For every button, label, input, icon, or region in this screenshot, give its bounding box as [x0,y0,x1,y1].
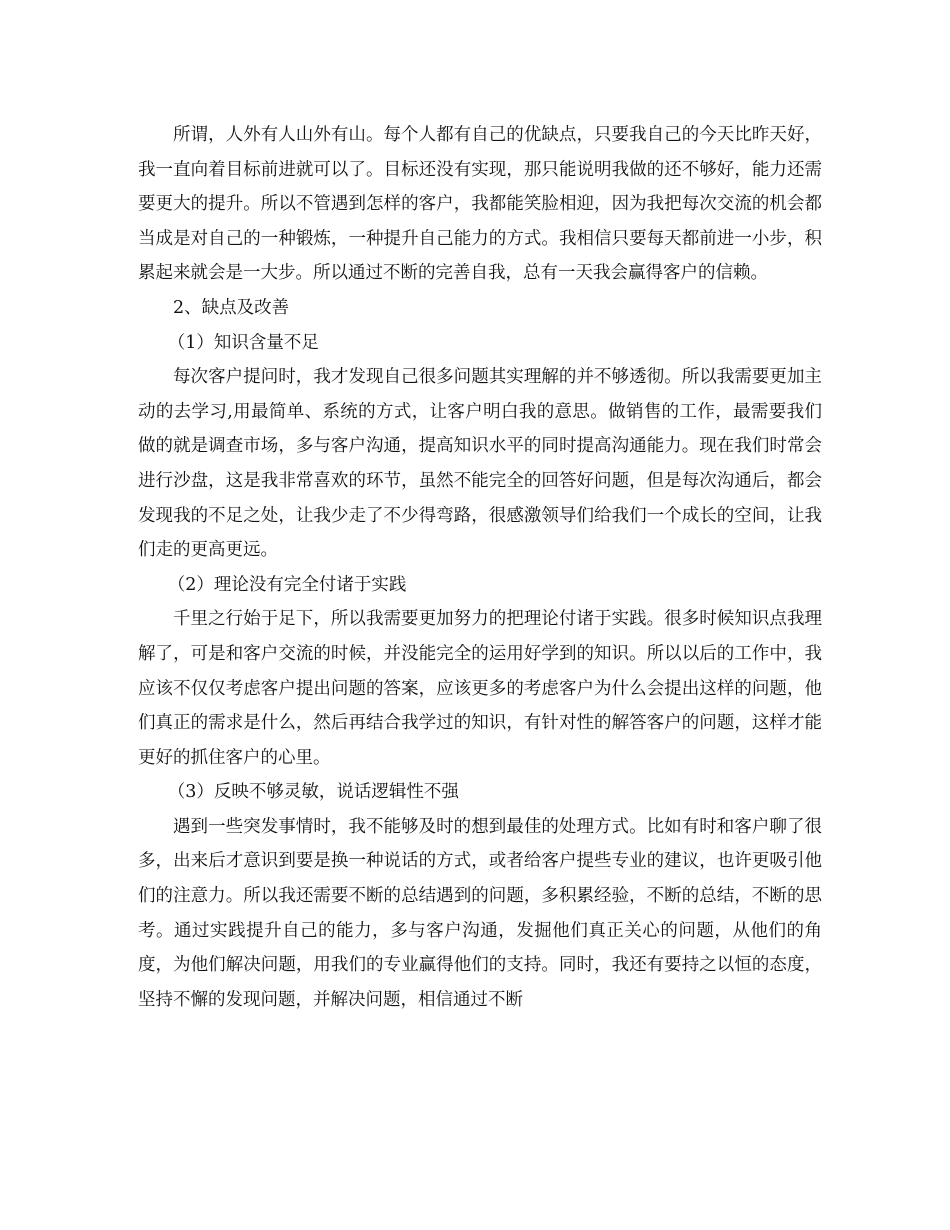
section-heading: 2、缺点及改善 [173,297,290,318]
subsection-heading: （2）理论没有完全付诸于实践 [167,574,407,595]
document-page [138,118,822,1017]
subsection-heading: （1）知识含量不足 [167,332,319,353]
body-paragraph: 每次客户提问时，我才发现自己很多问题其实理解的并不够透彻。所以我需要更加主动的去学习,用最简单、系统的方式，让客户明白我的意思。做销售的工作，最需要我们做的就是调查市场，多与客户沟通，提高知识水平的同时提高沟通能力。现在我们时常会进行沙盘，这是我非常喜欢的环节，虽然不能完全的回答好问题，但是每次沟通后，都会发现我的不足之处，让我少走了不少得弯路，很感激领导们给我们一个成长的空间，让我们走的更高更远。 [138,367,822,561]
body-paragraph: 千里之行始于足下，所以我需要更加努力的把理论付诸于实践。很多时候知识点我理解了，可是和客户交流的时候，并没能完全的运用好学到的知识。所以以后的工作中，我应该不仅仅考虑客户提出问题的答案，应该更多的考虑客户为什么会提出这样的问题，他们真正的需求是什么，然后再结合我学过的知识，有针对性的解答客户的问题，这样才能更好的抓住客户的心里。 [138,609,822,768]
subsection-heading: （3）反映不够灵敏，说话逻辑性不强 [167,782,459,803]
body-paragraph: 所谓，人外有人山外有山。每个人都有自己的优缺点，只要我自己的今天比昨天好，我一直向着目标前进就可以了。目标还没有实现，那只能说明我做的还不够好，能力还需要更大的提升。所以不管遇到怎样的客户，我都能笑脸相迎，因为我把每次交流的机会都当成是对自己的一种锻炼，一种提升自己能力的方式。我相信只要每天都前进一小步，积累起来就会是一大步。所以通过不断的完善自我，总有一天我会赢得客户的信赖。 [138,125,822,284]
body-paragraph: 遇到一些突发事情时，我不能够及时的想到最佳的处理方式。比如有时和客户聊了很多，出来后才意识到要是换一种说话的方式，或者给客户提些专业的建议，也许更吸引他们的注意力。所以我还需要不断的总结遇到的问题，多积累经验，不断的总结，不断的思考。通过实践提升自己的能力，多与客户沟通，发掘他们真正关心的问题，从他们的角度，为他们解决问题，用我们的专业赢得他们的支持。同时，我还有要持之以恒的态度，坚持不懈的发现问题，并解决问题，相信通过不断 [138,816,822,1010]
